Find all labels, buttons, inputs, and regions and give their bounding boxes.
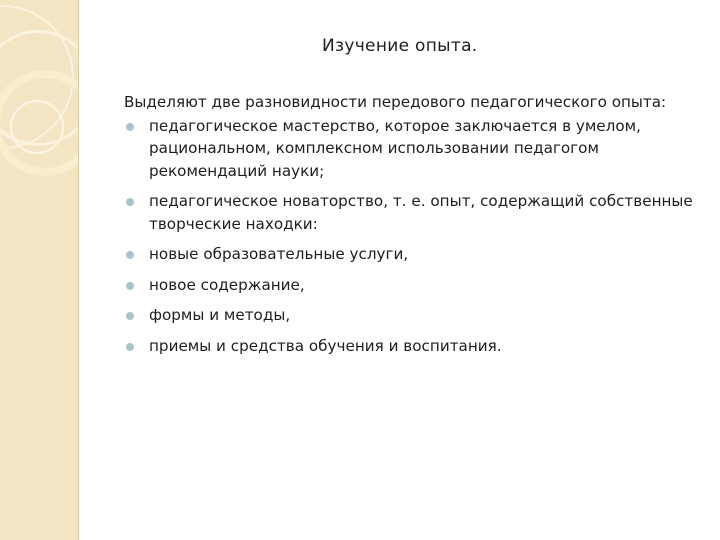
slide-title: Изучение опыта. bbox=[322, 36, 478, 56]
list-item bbox=[124, 335, 694, 358]
bullet-list bbox=[124, 115, 694, 358]
decorative-circle bbox=[10, 100, 64, 154]
bullet-icon bbox=[126, 251, 134, 259]
bullet-icon bbox=[126, 198, 134, 206]
intro-text: Выделяют две разновидности передового педагогического опыта: bbox=[124, 93, 667, 111]
bullet-icon bbox=[126, 123, 134, 131]
list-item-text: формы и методы, bbox=[149, 306, 291, 324]
list-item-text: педагогическое новаторство, т. е. опыт, содержащий собственные творческие находки: bbox=[149, 192, 693, 233]
list-item-text: педагогическое мастерство, которое заключается в умелом, рациональном, комплексном использовании педагогом рекомендаций науки; bbox=[149, 116, 641, 180]
bullet-icon bbox=[126, 282, 134, 290]
list-item bbox=[124, 190, 694, 235]
list-item-text: приемы и средства обучения и воспитания. bbox=[149, 336, 502, 355]
list-item bbox=[124, 304, 694, 327]
list-item bbox=[124, 115, 694, 183]
slide-content bbox=[124, 91, 694, 365]
list-item-text: новое содержание, bbox=[149, 275, 305, 294]
decorative-side-panel bbox=[0, 0, 79, 540]
list-item bbox=[124, 243, 694, 266]
list-item bbox=[124, 274, 694, 297]
bullet-icon bbox=[126, 343, 134, 351]
bullet-icon bbox=[126, 312, 134, 320]
list-item-text: новые образовательные услуги, bbox=[149, 245, 409, 263]
